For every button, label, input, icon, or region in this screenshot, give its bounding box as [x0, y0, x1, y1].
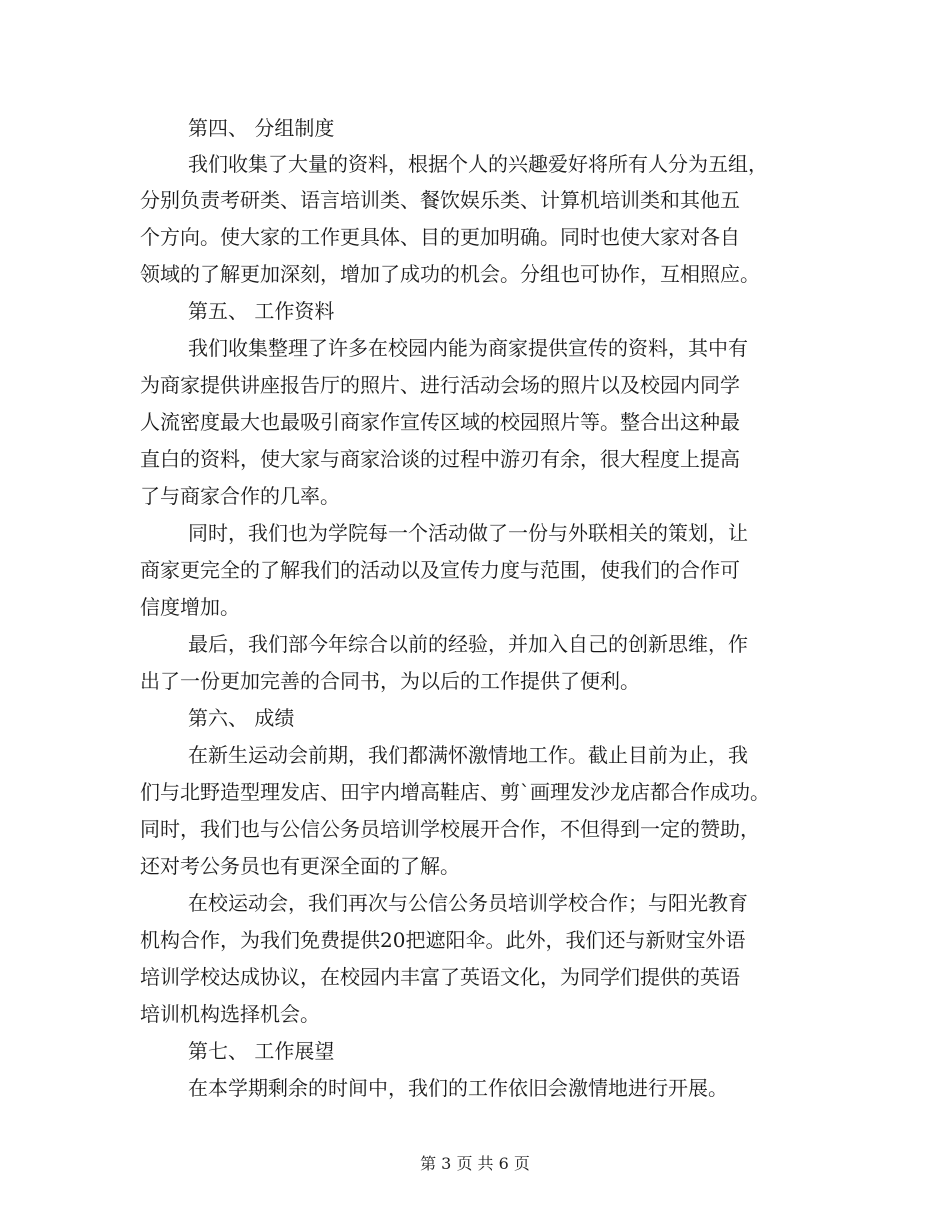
paragraph-line: 出了一份更加完善的合同书，为以后的工作提供了便利。	[140, 669, 640, 693]
paragraph-line: 同时，我们也为学院每一个活动做了一份与外联相关的策划，让	[188, 521, 748, 545]
paragraph-line: 了与商家合作的几率。	[140, 484, 340, 508]
paragraph-line: 分别负责考研类、语言培训类、餐饮娱乐类、计算机培训类和其他五	[140, 188, 740, 212]
paragraph-line: 培训机构选择机会。	[140, 1002, 320, 1026]
heading-section-6: 第六、 成绩	[188, 706, 295, 730]
paragraph-line: 直白的资料，使大家与商家洽谈的过程中游刃有余，很大程度上提高	[140, 447, 740, 471]
paragraph-line: 我们收集了大量的资料，根据个人的兴趣爱好将所有人分为五组，	[188, 152, 768, 176]
paragraph-line: 个方向。使大家的工作更具体、目的更加明确。同时也使大家对各自	[140, 225, 740, 249]
heading-section-4: 第四、 分组制度	[188, 116, 335, 140]
paragraph-line: 为商家提供讲座报告厅的照片、进行活动会场的照片以及校园内同学	[140, 373, 740, 397]
paragraph-line: 培训学校达成协议，在校园内丰富了英语文化，为同学们提供的英语	[140, 965, 740, 989]
heading-section-7: 第七、 工作展望	[188, 1039, 335, 1063]
paragraph-line: 我们收集整理了许多在校园内能为商家提供宣传的资料，其中有	[188, 336, 748, 360]
page-number-footer: 第 3 页 共 6 页	[420, 1154, 530, 1173]
paragraph-line: 们与北野造型理发店、田宇内增高鞋店、剪`画理发沙龙店都合作成功。	[140, 780, 770, 804]
heading-section-5: 第五、 工作资料	[188, 299, 335, 323]
paragraph-line: 还对考公务员也有更深全面的了解。	[140, 854, 460, 878]
paragraph-line: 信度增加。	[140, 595, 240, 619]
paragraph-line: 同时，我们也与公信公务员培训学校展开合作，不但得到一定的赞助，	[140, 817, 760, 841]
paragraph-line: 最后，我们部今年综合以前的经验，并加入自己的创新思维，作	[188, 632, 748, 656]
paragraph-line: 在校运动会，我们再次与公信公务员培训学校合作；与阳光教育	[188, 891, 748, 915]
paragraph-line: 机构合作，为我们免费提供20把遮阳伞。此外，我们还与新财宝外语	[140, 928, 746, 952]
paragraph-line: 人流密度最大也最吸引商家作宣传区域的校园照片等。整合出这种最	[140, 410, 740, 434]
paragraph-line: 在新生运动会前期，我们都满怀激情地工作。截止目前为止，我	[188, 743, 748, 767]
paragraph-line: 在本学期剩余的时间中，我们的工作依旧会激情地进行开展。	[188, 1076, 728, 1100]
paragraph-line: 商家更完全的了解我们的活动以及宣传力度与范围，使我们的合作可	[140, 558, 740, 582]
paragraph-line: 领域的了解更加深刻，增加了成功的机会。分组也可协作，互相照应。	[140, 262, 760, 286]
